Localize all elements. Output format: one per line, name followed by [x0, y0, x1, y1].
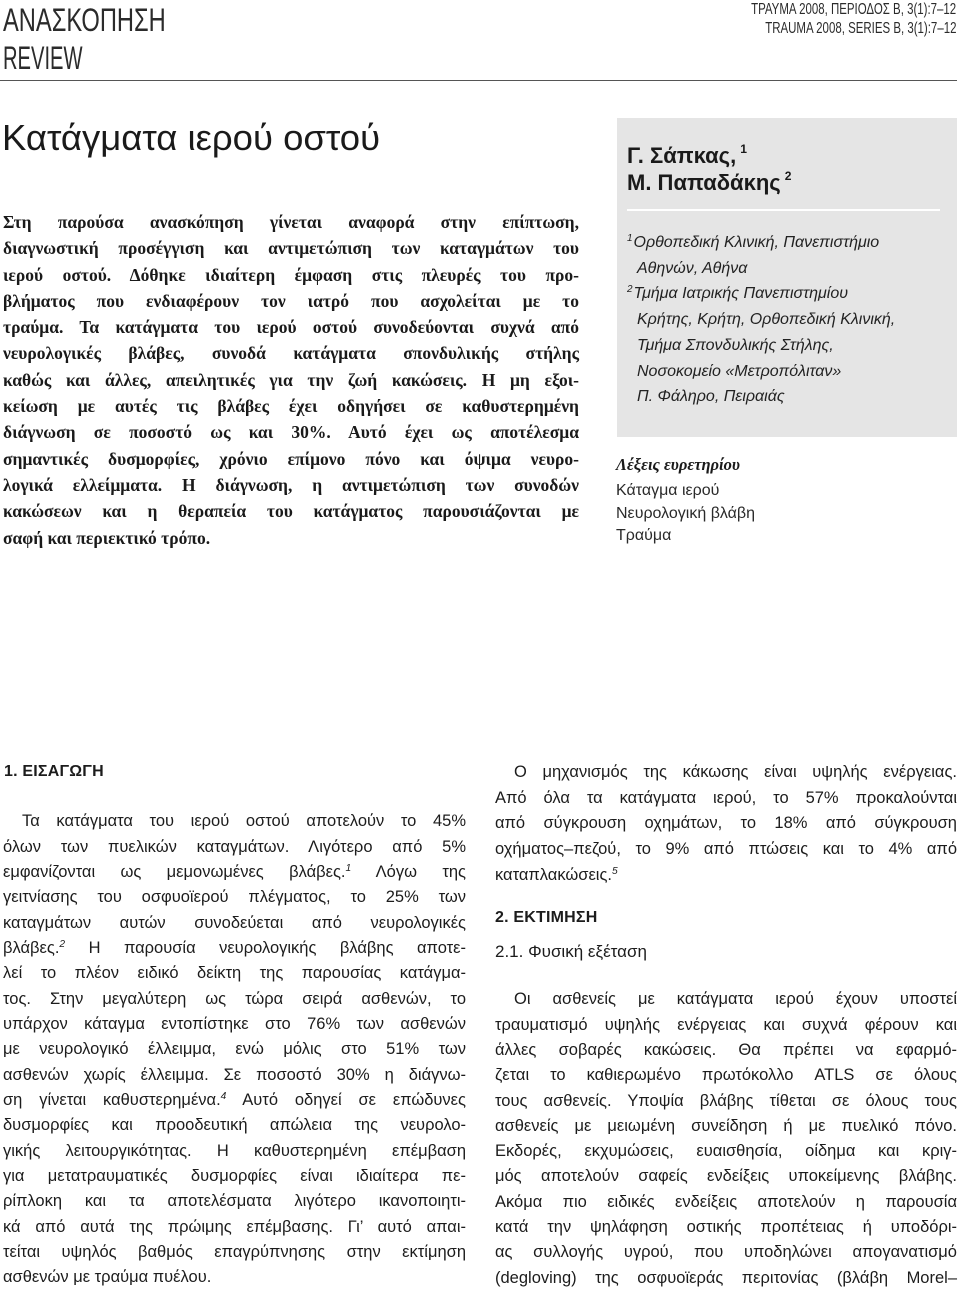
line-text: εμφανίζονται ως μεμονωμένες βλάβες. [3, 862, 346, 881]
abstract-line: κείωση με αυτές τις βλάβες έχει οδηγήσει σε καθυστερημένη [3, 396, 579, 417]
introduction-paragraph [3, 809, 466, 1291]
citation-mark: 2 [59, 938, 66, 950]
abstract-line: Στη παρούσα ανασκόπηση γίνεται αναφορά στην επίπτωση, [3, 212, 579, 232]
intro-line: τείται υψηλός βαθμός επαγρύπνησης στην εκτίμηση [3, 1243, 466, 1262]
affiliation-text: Τμήμα Ιατρικής Πανεπιστημίου [633, 285, 849, 303]
abstract-line: κακώσεων και η θεραπεία του κατάγματος παρουσιάζονται με [3, 501, 579, 522]
line-text: Αυτό οδηγεί σε επώδυνες [226, 1091, 466, 1110]
abstract-line: νευρολογικές βλάβες, συνοδά κατάγματα σπονδυλικής στήλης [3, 343, 579, 364]
author-affiliation-mark: 2 [784, 169, 792, 184]
section-heading-assessment: 2. ΕΚΤΙΜΗΣΗ [495, 909, 598, 926]
affiliation-text: Ορθοπεδική Κλινική, Πανεπιστήμιο [633, 234, 880, 251]
mechanism-line: από σύγκρουση οχημάτων, το 18% από σύγκρουση [495, 814, 957, 833]
exam-line: Εκδορές, εκχυμώσεις, ευαισθησία, οίδημα και κριγ- [495, 1142, 957, 1161]
affiliation-mark: 1 [627, 233, 633, 245]
keyword: Τραύμα [616, 527, 672, 544]
intro-line: καταγμάτων αυτών συνοδεύεται από νευρολογικές [3, 913, 466, 932]
affiliation-line [627, 281, 895, 307]
affiliations [627, 230, 895, 410]
affiliation-line: Νοσοκομείο «Μετροπόλιταν» [637, 362, 842, 380]
line-text: ση γίνεται καθυστερημένα. [3, 1091, 221, 1110]
keywords-heading: Λέξεις ευρετηρίου [616, 455, 740, 474]
line-text: Η παρουσία νευρολογικής βλάβης αποτε- [65, 939, 466, 958]
intro-line: τος. Στην μεγαλύτερη ως τώρα σειρά ασθενών, το [3, 989, 466, 1008]
article-type-english: REVIEW [3, 40, 83, 76]
intro-line: γειτνίασης του οσφυοϊερού πλέγματος, το 25% των [3, 888, 466, 907]
keywords-list [616, 480, 755, 548]
intro-line: ασθενών με τραύμα πυέλου. [3, 1268, 212, 1287]
abstract-line: διάγνωση σε ποσοστό ως και 30%. Αυτό έχει ως αποτέλεσμα [3, 422, 579, 443]
exam-line: τους ασθενείς. Υποψία βλάβης τίθεται σε όλους τους [495, 1091, 957, 1110]
abstract-line: λογικά ελλείμματα. Η διάγνωση, η αντιμετώπιση των συνοδών [3, 474, 579, 495]
exam-line: μός αποτελούν σαφείς ενδείξεις υποκείμενης βλάβης. [495, 1167, 957, 1186]
intro-line: όλων των πυελικών καταγμάτων. Λιγότερο από 5% [3, 837, 466, 856]
intro-line: γικής λειτουργικότητας. Η καθυστερημένη επέμβαση [3, 1141, 466, 1160]
physical-exam-paragraph [495, 987, 957, 1291]
affiliation-line: Τμήμα Σπονδυλικής Στήλης, [637, 336, 834, 354]
line-text: Λόγω της [351, 862, 466, 881]
abstract-line: τραύμα. Τα κατάγματα του ιερού οστού συνοδεύονται συχνά από [3, 317, 579, 338]
citation-mark: 1 [345, 862, 352, 874]
author-box [617, 118, 957, 437]
line-text: βλάβες. [3, 939, 60, 958]
exam-line: τραυματισμό υψηλής ενέργειας και συχνά φέρουν και [495, 1015, 957, 1034]
affiliation-line: Κρήτης, Κρήτη, Ορθοπεδική Κλινική, [637, 311, 896, 329]
author-name: Μ. Παπαδάκης [627, 169, 781, 195]
affiliation-line [627, 230, 895, 256]
affiliation-line: Αθηνών, Αθήνα [637, 259, 748, 277]
mechanism-line: Ο μηχανισμός της κάκωσης είναι υψηλής ενέργειας. [514, 763, 957, 782]
author-name: Γ. Σάπκας, [627, 142, 737, 168]
intro-line: ασθενών χωρίς έλλειμμα. Σε ποσοστό 30% η διάγνω- [3, 1065, 466, 1084]
line-text: καταπλακώσεις. [495, 865, 613, 884]
author [627, 142, 791, 169]
intro-line: λεί το πλέον ειδικό δείκτη της παρουσίας κατάγμα- [3, 964, 466, 983]
intro-line: ρίπλοκη και τα αποτελέσματα λιγότερο ικανοποιητι- [3, 1192, 466, 1211]
mechanism-paragraph [495, 760, 957, 888]
intro-line: με νευρολογικό έλλειμμα, ενώ μόλις στο 51% των [3, 1040, 466, 1059]
affiliation-line: Π. Φάληρο, Πειραιάς [637, 388, 785, 406]
journal-citation [679, 0, 956, 38]
author-affiliation-mark: 1 [740, 142, 747, 157]
abstract-line: καθώς και άλλες, απειλητικές για την ζωή κακώσεις. Η μη εξοι- [3, 369, 579, 390]
header-divider [0, 80, 957, 81]
exam-line: (degloving) της οσφυοϊεράς περιτονίας (βλάβη Morel– [495, 1268, 957, 1287]
author-divider [627, 209, 940, 211]
intro-line [3, 936, 466, 961]
journal-citation-greek: ΤΡΑΥΜΑ 2008, ΠΕΡΙΟΔΟΣ Β, 3(1):7–12 [750, 1, 956, 18]
exam-line: Οι ασθενείς με κατάγματα ιερού έχουν υποστεί [514, 990, 957, 1009]
affiliation-mark: 2 [627, 284, 633, 296]
intro-line: δυσμορφίες και προοδευτική απώλεια της νευρολο- [3, 1116, 466, 1135]
mechanism-line [495, 863, 957, 889]
article-type [3, 2, 223, 76]
abstract [3, 209, 579, 551]
exam-line: ασθενείς με μειωμένη συνείδηση ή με πυελικό πόνο. [495, 1116, 957, 1135]
article-type-greek: ΑΝΑΣΚΟΠΗΣΗ [3, 2, 166, 38]
exam-line: ζεται το καθιερωμένο πρωτόκολλο ATLS σε όλους [495, 1066, 957, 1085]
exam-line: ας συλλογής υγρού, που υποδηλώνει απογανατισμό [495, 1243, 957, 1262]
mechanism-line: οχήματος–πεζού, το 9% από πτώσεις και το 4% από [495, 839, 957, 858]
exam-line: κατά την ψηλάφηση οστικής προπέτειας ή υποδόρι- [495, 1218, 957, 1237]
intro-line: υπάρχον κάταγμα εντοπίστηκε στο 76% των ασθενών [3, 1015, 466, 1034]
intro-line [3, 860, 466, 885]
intro-line: για μετατραυματικές δυσμορφίες είναι ιδιαίτερα πε- [3, 1167, 466, 1186]
exam-line: άλλες σοβαρές κακώσεις. Θα πρέπει να εφαρμό- [495, 1040, 957, 1059]
intro-line: κά από αυτά της πρώιμης επέμβασης. Γι’ αυτό απαι- [3, 1217, 466, 1236]
subsection-heading-physical-exam: 2.1. Φυσική εξέταση [495, 942, 647, 961]
intro-line: Τα κατάγματα του ιερού οστού αποτελούν το 45% [22, 812, 466, 831]
author-list [627, 142, 791, 196]
abstract-line: διαγνωστική προσέγγιση και αντιμετώπιση των καταγμάτων του [3, 238, 579, 259]
mechanism-line: Από όλα τα κατάγματα ιερού, το 57% προκαλούνται [495, 788, 957, 807]
citation-mark: 5 [612, 865, 618, 877]
keyword: Νευρολογική βλάβη [616, 504, 755, 522]
citation-mark: 4 [220, 1090, 227, 1102]
abstract-line: σημαντικές δυσμορφίες, χρόνιο επίμονο πόνο και όψιμα νευρο- [3, 448, 579, 469]
abstract-line: ιερού οστού. Δόθηκε ιδιαίτερη έμφαση στις πλευρές του προ- [3, 264, 579, 285]
section-heading-introduction: 1. ΕΙΣΑΓΩΓΗ [4, 763, 104, 780]
article-title: Κατάγματα ιερού οστού [2, 117, 381, 158]
intro-line [3, 1088, 466, 1113]
exam-line: Ακόμα πιο ειδικές ενδείξεις αποτελούν η παρουσία [495, 1192, 957, 1211]
journal-citation-english: TRAUMA 2008, SERIES B, 3(1):7–12 [764, 20, 956, 37]
author [627, 169, 791, 196]
abstract-line: σαφή και περιεκτικό τρόπο. [3, 527, 211, 548]
keyword: Κάταγμα ιερού [616, 482, 720, 499]
abstract-line: βλήματος που ενδιαφέρουν τον ιατρό που ασχολείται με το [3, 290, 579, 311]
